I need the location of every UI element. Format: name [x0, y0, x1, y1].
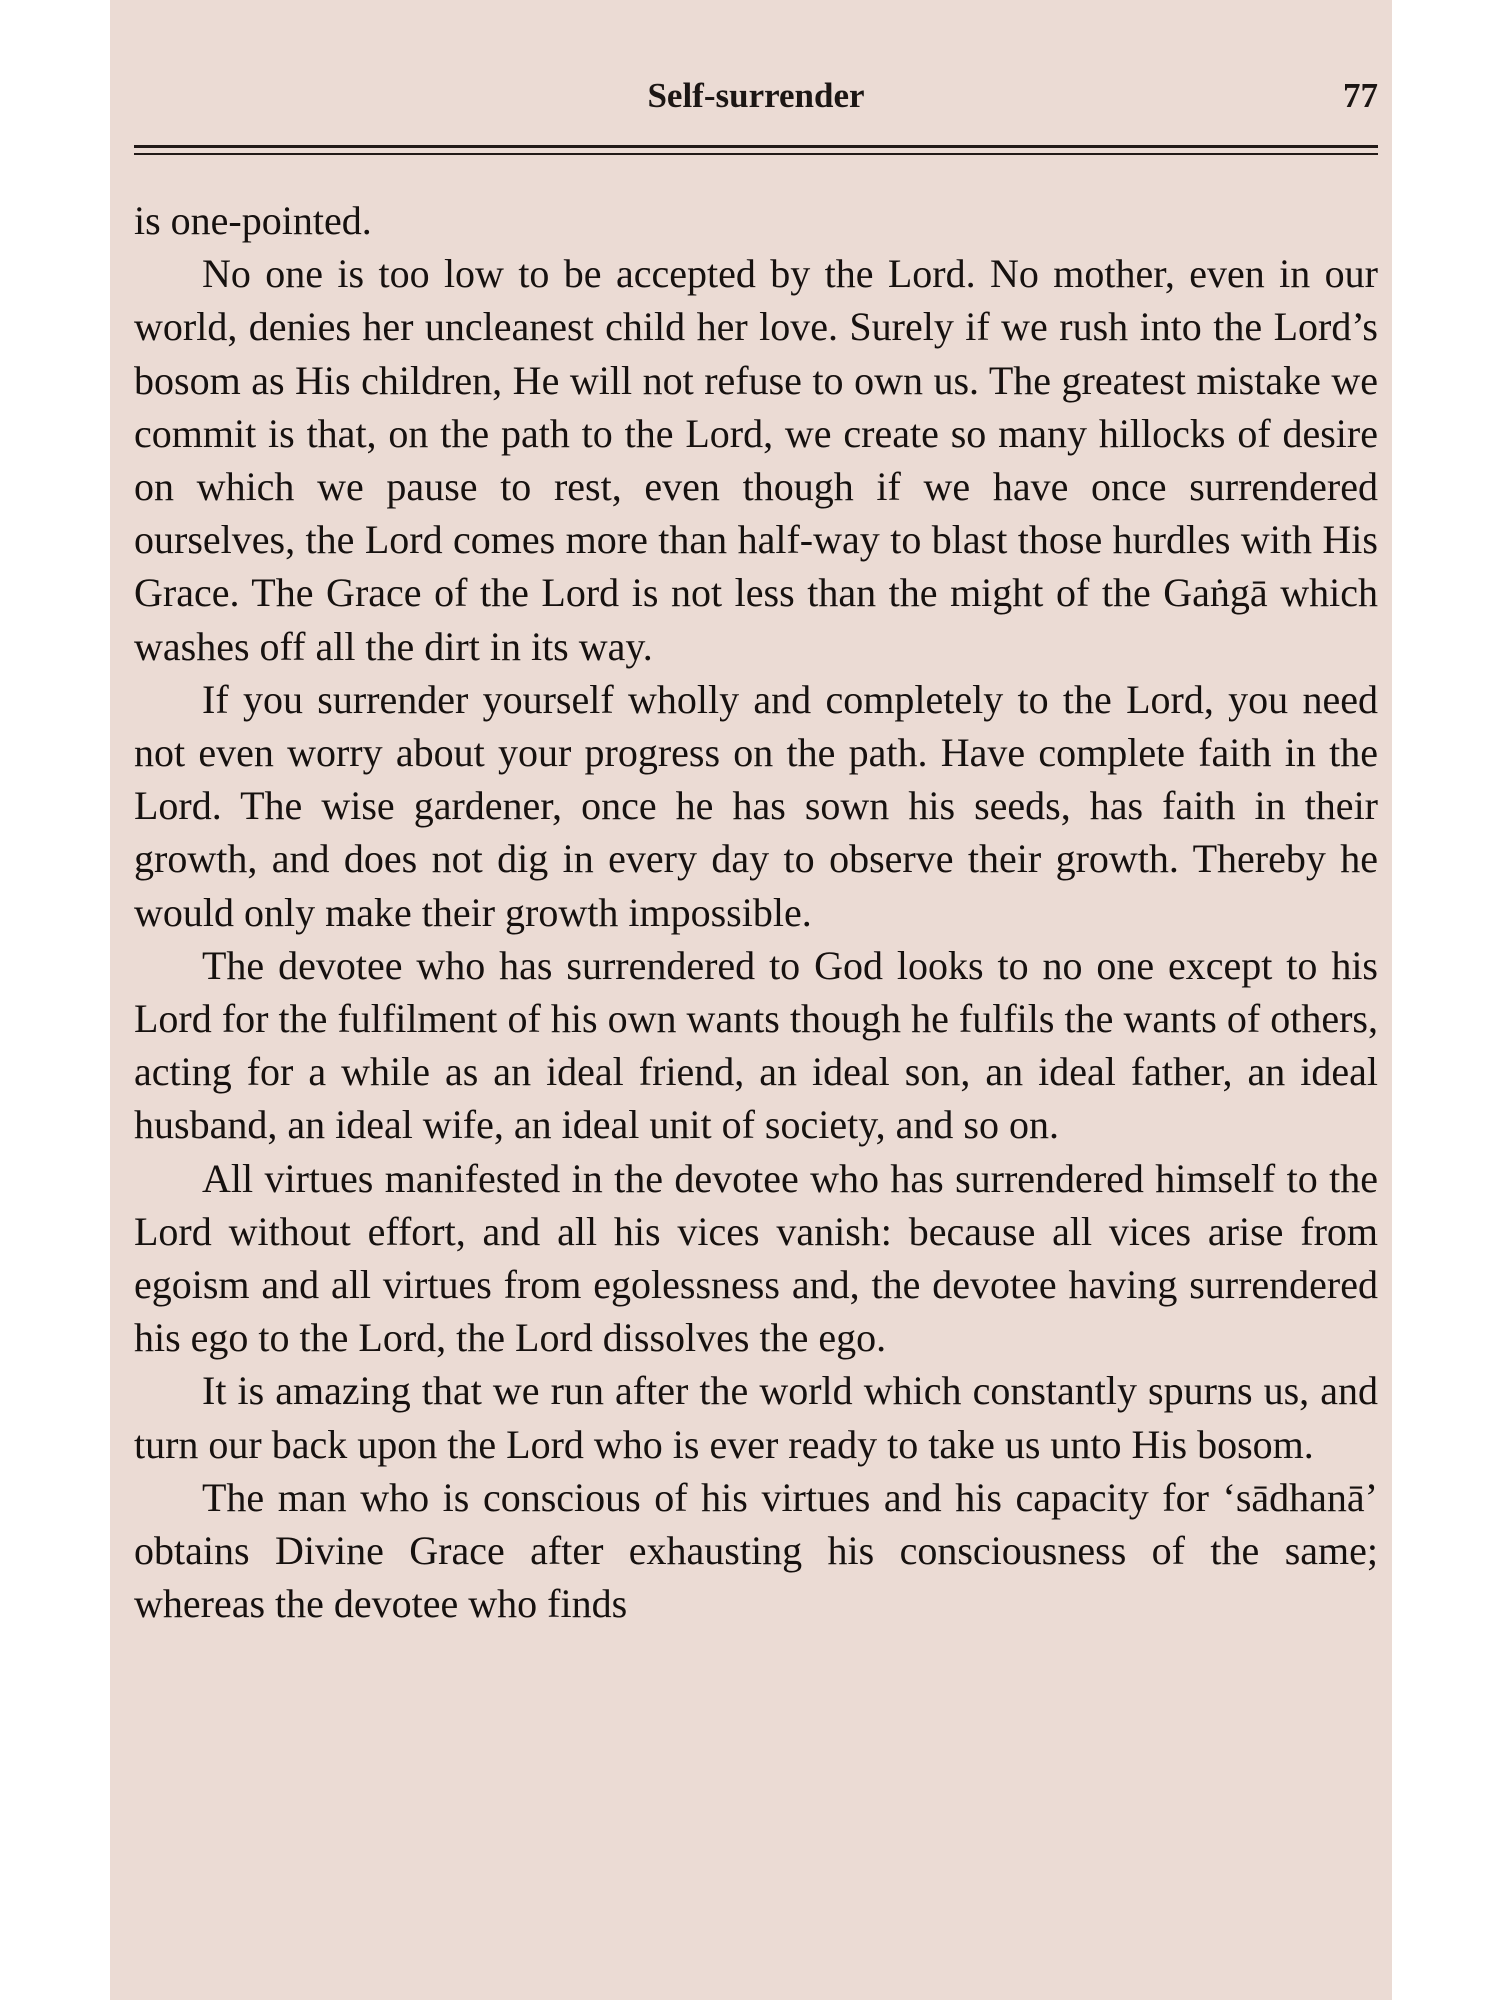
- paragraph: All virtues manifested in the devotee who has surrendered himself to the Lord without effort, and all his vices vanish: because all vices arise from egoism and all virtues from egolessness and, the devotee having surrendered his ego to the Lord, the Lord dissolves the ego.: [134, 1155, 1378, 1361]
- header-rule: [134, 145, 1378, 148]
- paragraph: No one is too low to be accepted by the Lord. No mother, even in our world, denies her uncleanest child her love. Surely if we rush into the Lord’s bosom as His children, He will not refuse to own us. The greatest mistake we commit is that, on the path to the Lord, we create so many hillocks of desire on which we pause to rest, even though if we have once surrendered ourselves, the Lord comes more than half-way to blast those hurdles with His Grace. The Grace of the Lord is not less than the might of the Gaṅgā which washes off all the dirt in its way.: [134, 251, 1378, 669]
- header-rule: [134, 153, 1378, 155]
- paragraph: The devotee who has surrendered to God looks to no one except to his Lord for the fulfilment of his own wants though he fulfils the wants of others, acting for a while as an ideal friend, an ideal son, an ideal father, an ideal husband, an ideal wife, an ideal unit of society, and so on.: [134, 942, 1378, 1148]
- paragraph: The man who is conscious of his virtues and his capacity for ‘sādhanā’ obtains Divine Grace after exhausting his consciousness of the same; whereas the devotee who finds: [134, 1474, 1378, 1627]
- chapter-title: Self-surrender: [647, 76, 865, 115]
- paragraph: If you surrender yourself wholly and completely to the Lord, you need not even worry about your progress on the path. Have complete faith in the Lord. The wise gardener, once he has sown his seeds, has faith in their growth, and does not dig in every day to observe their growth. Thereby he would only make their growth impossible.: [134, 676, 1378, 935]
- paragraph: It is amazing that we run after the world which constantly spurns us, and turn our back upon the Lord who is ever ready to take us unto His bosom.: [134, 1368, 1378, 1467]
- paragraph: is one-pointed.: [134, 198, 372, 243]
- body-text: [134, 194, 1378, 1630]
- running-head: [134, 76, 1378, 126]
- book-page: [110, 0, 1392, 2000]
- page-number: 77: [1343, 76, 1378, 115]
